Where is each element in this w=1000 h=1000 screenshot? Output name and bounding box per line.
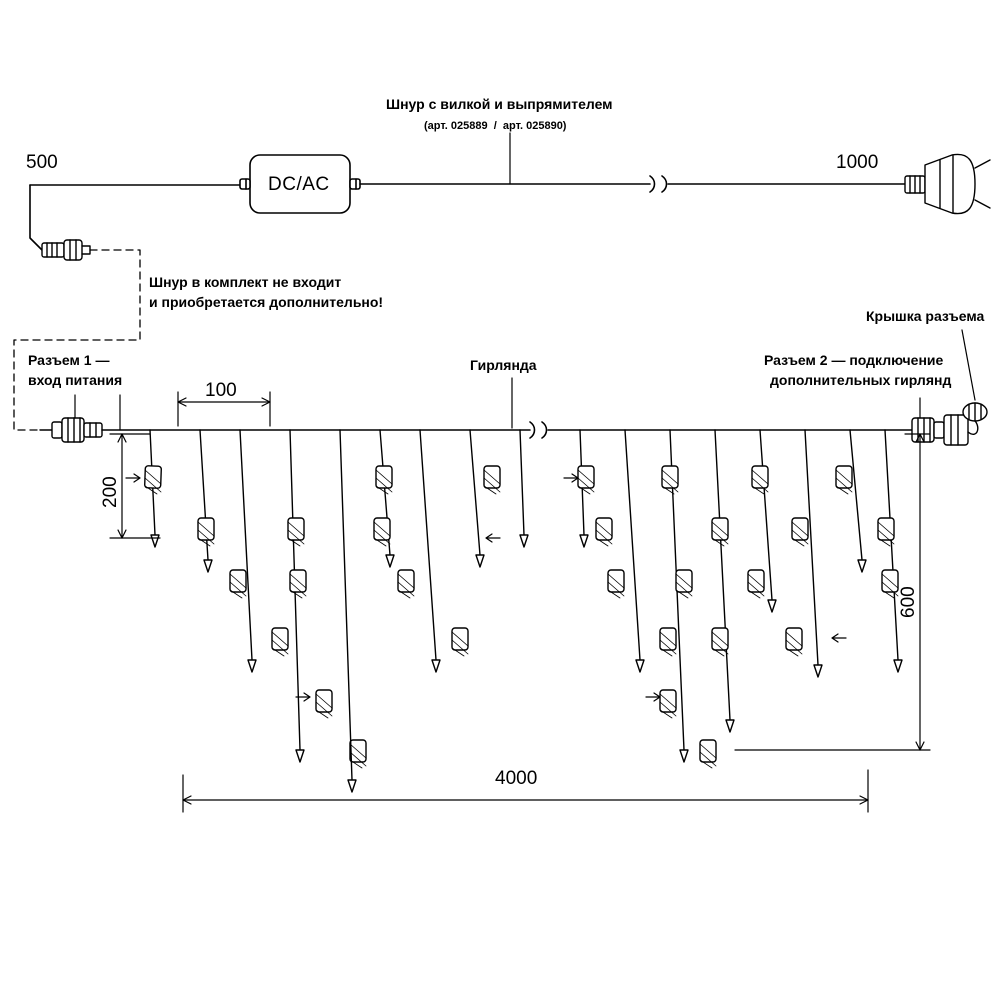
- drop-strand: [878, 430, 902, 672]
- not-included-note-line2: и приобретается дополнительно!: [149, 294, 384, 310]
- dim-long-drop-label: 600: [898, 586, 919, 618]
- mains-plug: [905, 154, 990, 213]
- dim-pitch-label: 100: [205, 380, 237, 401]
- drop-strand: [374, 430, 394, 567]
- drop-strand: [786, 430, 822, 677]
- drop-strand: [288, 430, 356, 792]
- drop-strand: [145, 430, 162, 547]
- right-power-cord: [360, 176, 905, 192]
- dim-right-cord-label: 1000: [836, 152, 879, 173]
- connector2-label-line1: Разъем 2 — подключение: [764, 352, 944, 368]
- cord-label-line2: (арт. 025889 / арт. 025890): [424, 120, 567, 132]
- drop-strand: [712, 430, 734, 732]
- connector-2: [912, 403, 987, 445]
- drop-strand: [470, 430, 500, 567]
- drop-strand: [578, 430, 594, 547]
- connector-1: [40, 418, 102, 442]
- cord-label-line1: Шнур с вилкой и выпрямителем: [386, 96, 613, 112]
- drop-strand: [748, 430, 776, 612]
- garland-label: Гирлянда: [470, 357, 537, 373]
- converter-label: DC/AC: [268, 174, 330, 195]
- dim-short-drop-label: 200: [100, 476, 121, 508]
- connector1-label-line2: вход питания: [28, 372, 123, 388]
- drop-strand: [660, 430, 716, 768]
- drop-strand: [398, 430, 468, 672]
- drop-strand: [230, 430, 288, 672]
- dim-left-cord-label: 500: [26, 152, 58, 173]
- not-included-dashed-box: [14, 250, 140, 430]
- garland-main-wire: [102, 422, 912, 438]
- connector1-label-line1: Разъем 1 —: [28, 352, 110, 368]
- connector-cap-label: Крышка разъема: [866, 308, 985, 324]
- not-included-note-line1: Шнур в комплект не входит: [149, 274, 342, 290]
- dim-total-length-label: 4000: [495, 768, 538, 789]
- left-power-cord: [30, 185, 240, 250]
- drop-strand: [836, 430, 866, 572]
- connector2-label-line2: дополнительных гирлянд: [770, 372, 952, 388]
- drop-strand: [520, 430, 528, 547]
- drop-strand: [198, 430, 214, 572]
- left-cord-connector: [42, 240, 90, 260]
- drop-strand: [290, 430, 366, 768]
